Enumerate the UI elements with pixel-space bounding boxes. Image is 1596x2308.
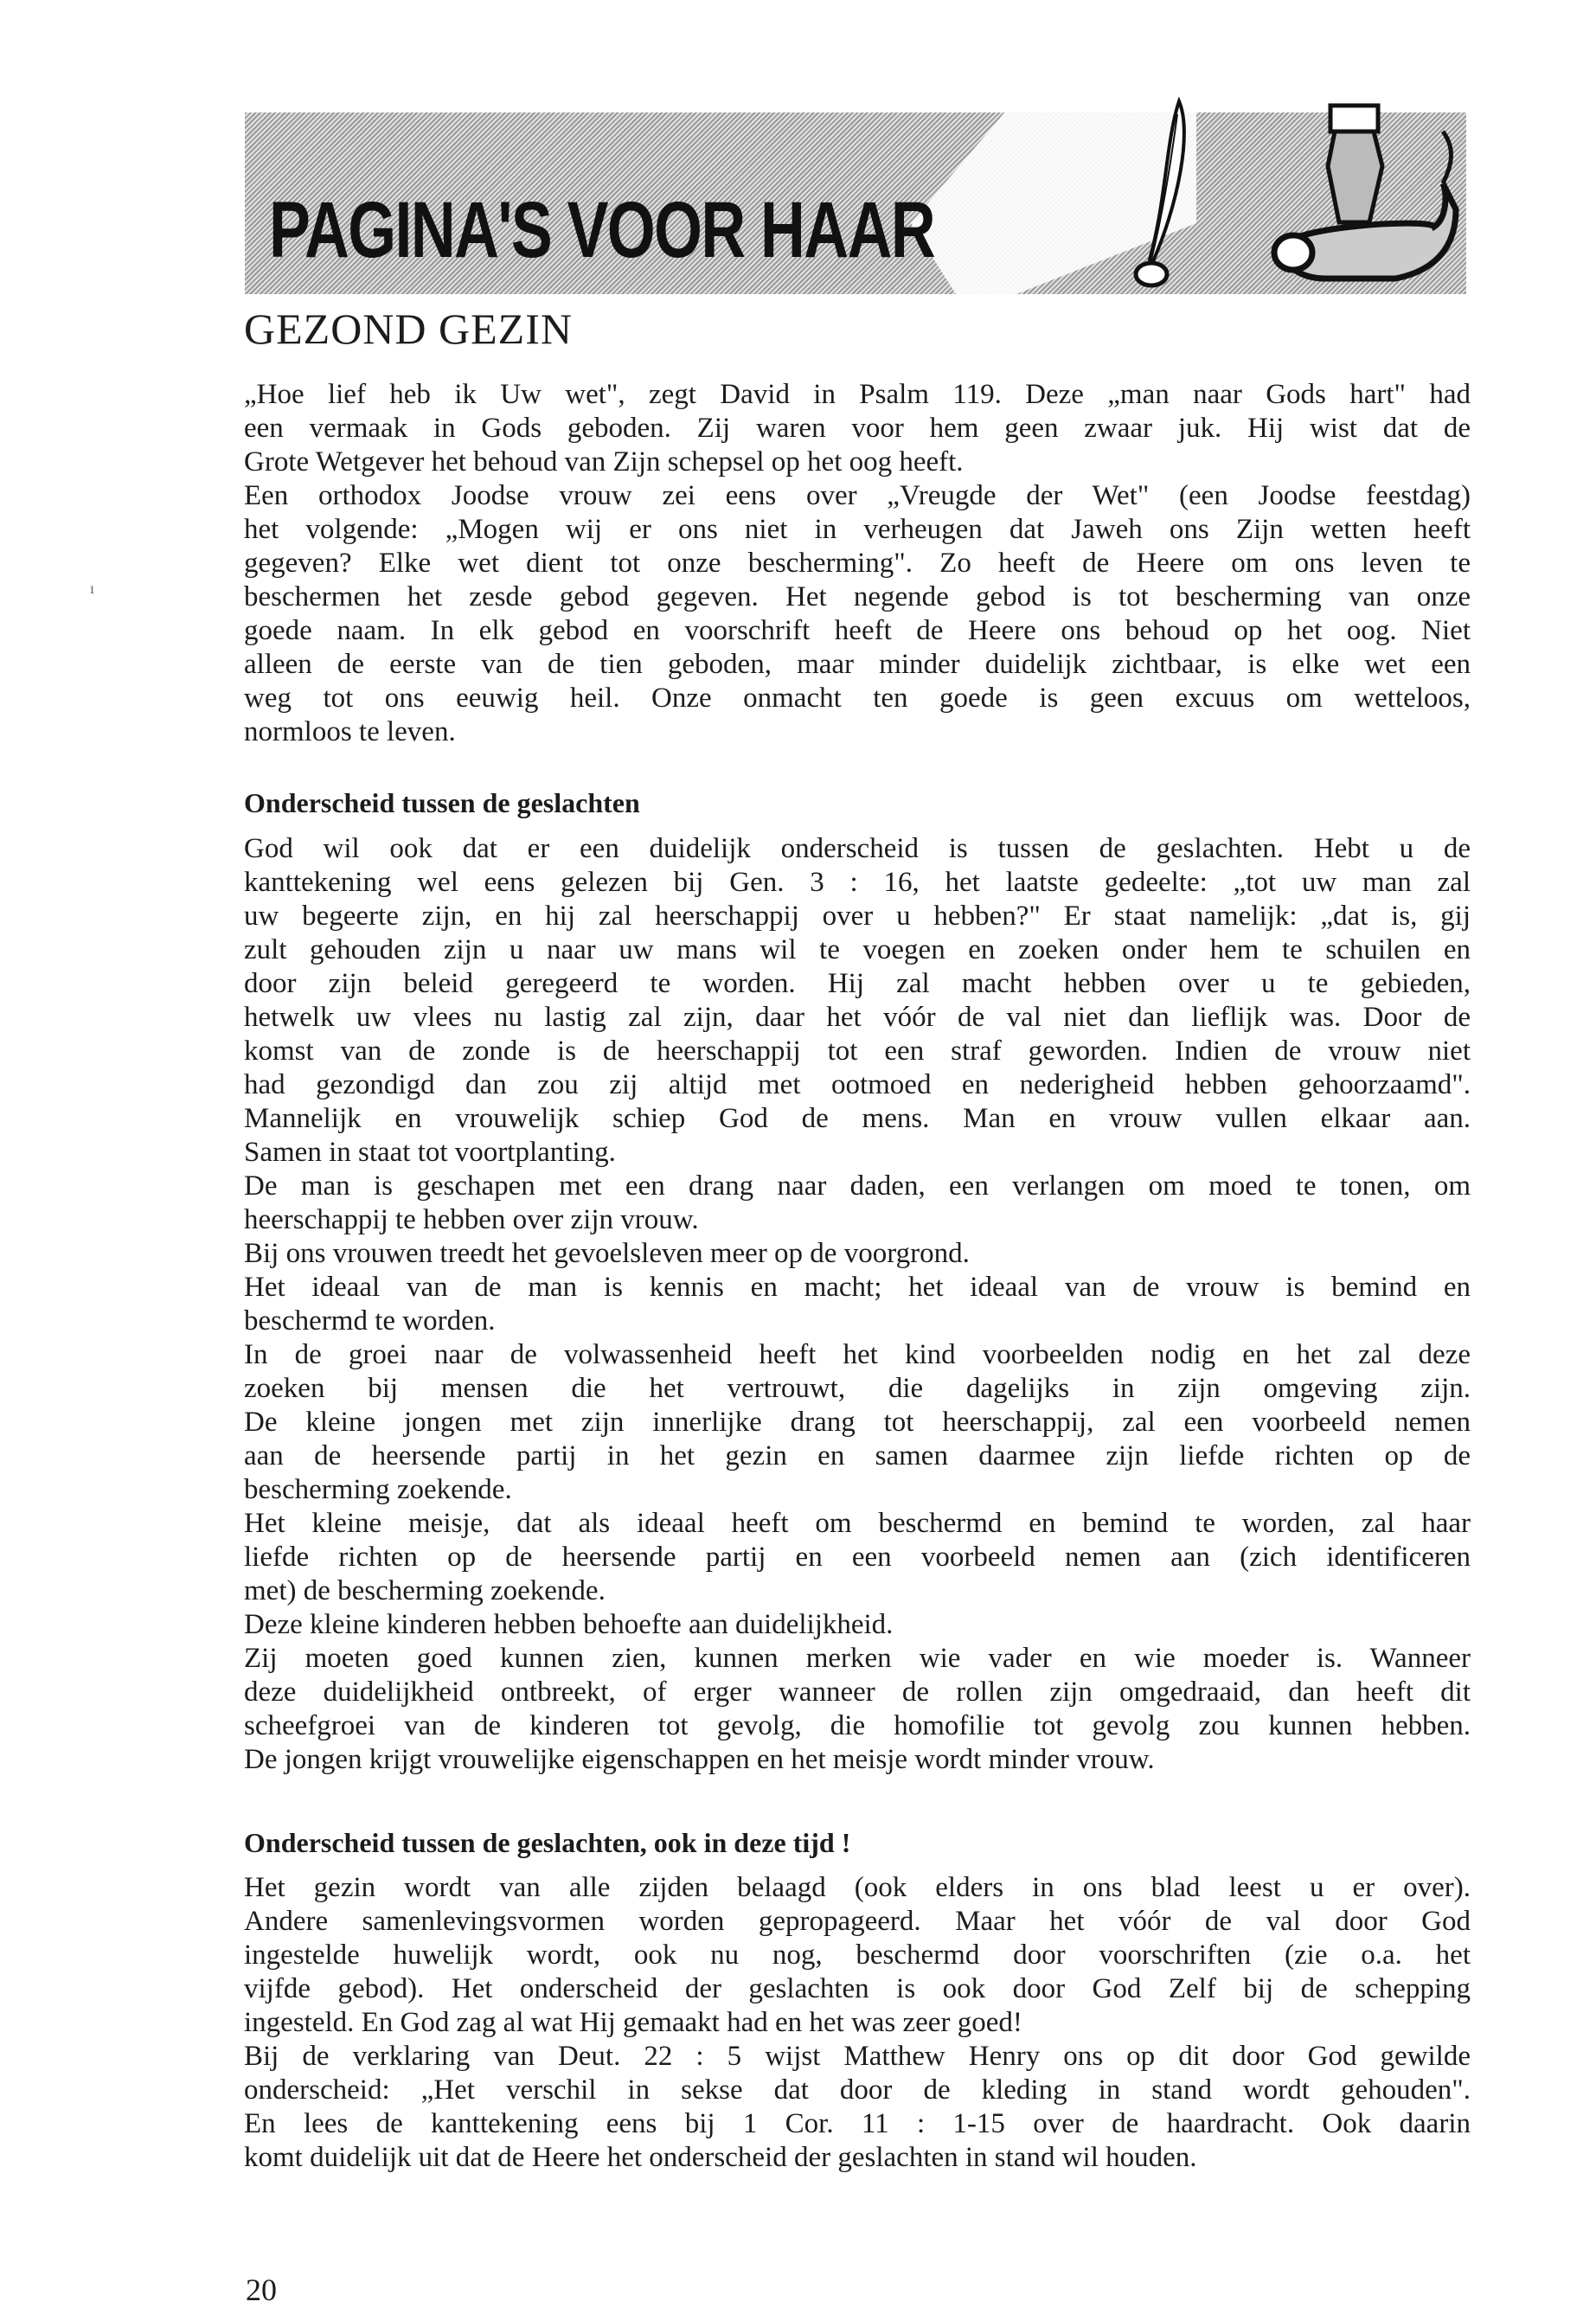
text-line: vijfde gebod). Het onderscheid der geslachten is ook door God Zelf bij de schepping: [244, 1973, 1471, 2004]
section-banner: [245, 97, 1466, 292]
text-line: Bij ons vrouwen treedt het gevoelsleven meer op de voorgrond.: [244, 1238, 970, 1269]
text-line: ingestelde huwelijk wordt, ook nu nog, beschermd door voorschriften (zie o.a. het: [244, 1939, 1471, 1971]
text-line: En lees de kanttekening eens bij 1 Cor. 11 : 1-15 over de haardracht. Ook daarin: [244, 2108, 1471, 2139]
section-heading: Onderscheid tussen de geslachten: [244, 787, 640, 818]
banner-title: PAGINA'S VOOR HAAR: [269, 186, 935, 274]
text-line: God wil ook dat er een duidelijk onderscheid is tussen de geslachten. Hebt u de: [244, 833, 1471, 864]
text-line: ingesteld. En God zag al wat Hij gemaakt had en het was zeer goed!: [244, 2007, 1022, 2038]
text-line: De jongen krijgt vrouwelijke eigenschappen en het meisje wordt minder vrouw.: [244, 1744, 1155, 1775]
text-line: goede naam. In elk gebod en voorschrift heeft de Heere ons behoud op het oog. Niet: [244, 615, 1471, 646]
section-paragraph: [244, 832, 1471, 1777]
text-line: aan de heersende partij in het gezin en samen daarmee zijn liefde richten op de: [244, 1440, 1471, 1471]
text-line: uw begeerte zijn, en hij zal heerschappij over u hebben?" Er staat namelijk: „dat is, gij: [244, 901, 1471, 932]
text-line: door zijn beleid geregeerd te worden. Hij zal macht hebben over u te gebieden,: [244, 968, 1471, 999]
text-line: scheefgroei van de kinderen tot gevolg, die homofilie tot gevolg zou kunnen hebben.: [244, 1710, 1471, 1741]
text-line: Samen in staat tot voortplanting.: [244, 1137, 616, 1168]
quill-inkwell-icon: [1118, 97, 1196, 292]
text-line: beschermen het zesde gebod gegeven. Het negende gebod is tot bescherming van onze: [244, 581, 1471, 612]
text-line: beschermd te worden.: [244, 1305, 496, 1337]
text-line: „Hoe lief heb ik Uw wet", zegt David in Psalm 119. Deze „man naar Gods hart" had: [244, 379, 1471, 410]
text-line: onderscheid: „Het verschil in sekse dat door de kleding in stand wordt gehouden".: [244, 2074, 1471, 2106]
text-line: komst van de zonde is de heerschappij tot een straf geworden. Indien de vrouw niet: [244, 1035, 1471, 1067]
intro-paragraph: [244, 378, 1471, 749]
text-line: In de groei naar de volwassenheid heeft het kind voorbeelden nodig en het zal deze: [244, 1339, 1471, 1370]
text-line: het volgende: „Mogen wij er ons niet in verheugen dat Jaweh ons Zijn wetten heeft: [244, 514, 1471, 545]
text-line: met) de bescherming zoekende.: [244, 1575, 606, 1606]
page-number: 20: [246, 2273, 277, 2307]
text-line: Een orthodox Joodse vrouw zei eens over „Vreugde der Wet" (een Joodse feestdag): [244, 480, 1471, 511]
text-line: heerschappij te hebben over zijn vrouw.: [244, 1204, 699, 1235]
text-line: Andere samenlevingsvormen worden gepropageerd. Maar het vóór de val door God: [244, 1906, 1471, 1937]
text-line: bescherming zoekende.: [244, 1474, 512, 1505]
section-paragraph: [244, 1871, 1471, 2175]
text-line: Mannelijk en vrouwelijk schiep God de mens. Man en vrouw vullen elkaar aan.: [244, 1103, 1471, 1134]
text-line: had gezondigd dan zou zij altijd met ootmoed en nederigheid hebben gehoorzaamd".: [244, 1069, 1471, 1100]
text-line: Deze kleine kinderen hebben behoefte aan duidelijkheid.: [244, 1609, 894, 1640]
section-heading: Onderscheid tussen de geslachten, ook in deze tijd !: [244, 1827, 851, 1858]
text-line: De man is geschapen met een drang naar daden, een verlangen om moed te tonen, om: [244, 1170, 1471, 1202]
text-line: weg tot ons eeuwig heil. Onze onmacht ten goede is geen excuus om wetteloos,: [244, 683, 1471, 714]
text-line: Het gezin wordt van alle zijden belaagd (ook elders in ons blad leest u er over).: [244, 1872, 1471, 1903]
oil-lamp-vase-icon: [1248, 97, 1465, 292]
text-line: zult gehouden zijn u naar uw mans wil te voegen en zoeken onder hem te schuilen en: [244, 934, 1471, 965]
text-line: zoeken bij mensen die het vertrouwt, die dagelijks in zijn omgeving zijn.: [244, 1373, 1471, 1404]
margin-mark: ı: [90, 580, 95, 597]
text-line: Het ideaal van de man is kennis en macht; het ideaal van de vrouw is bemind en: [244, 1272, 1471, 1303]
text-line: liefde richten op de heersende partij en een voorbeeld nemen aan (zich identificeren: [244, 1542, 1471, 1573]
text-line: Grote Wetgever het behoud van Zijn schepsel op het oog heeft.: [244, 446, 964, 478]
text-line: Zij moeten goed kunnen zien, kunnen merken wie vader en wie moeder is. Wanneer: [244, 1643, 1471, 1674]
article-heading: GEZOND GEZIN: [244, 305, 573, 353]
text-line: De kleine jongen met zijn innerlijke drang tot heerschappij, zal een voorbeeld nemen: [244, 1407, 1471, 1438]
text-line: alleen de eerste van de tien geboden, maar minder duidelijk zichtbaar, is elke wet een: [244, 649, 1471, 680]
text-line: komt duidelijk uit dat de Heere het onderscheid der geslachten in stand wil houden.: [244, 2142, 1197, 2173]
text-line: deze duidelijkheid ontbreekt, of erger wanneer de rollen zijn omgedraaid, dan heeft dit: [244, 1677, 1471, 1708]
text-line: kanttekening wel eens gelezen bij Gen. 3 : 16, het laatste gedeelte: „tot uw man zal: [244, 867, 1471, 898]
text-line: Het kleine meisje, dat als ideaal heeft om beschermd en bemind te worden, zal haar: [244, 1508, 1471, 1539]
text-line: Bij de verklaring van Deut. 22 : 5 wijst Matthew Henry ons op dit door God gewilde: [244, 2041, 1471, 2072]
text-line: hetwelk uw vlees nu lastig zal zijn, daar het vóór de val niet dan lieflijk was. Door de: [244, 1002, 1471, 1033]
text-line: normloos te leven.: [244, 716, 456, 747]
text-line: een vermaak in Gods geboden. Zij waren voor hem geen zwaar juk. Hij wist dat de: [244, 413, 1471, 444]
text-line: gegeven? Elke wet dient tot onze bescherming". Zo heeft de Heere om ons leven te: [244, 548, 1471, 579]
